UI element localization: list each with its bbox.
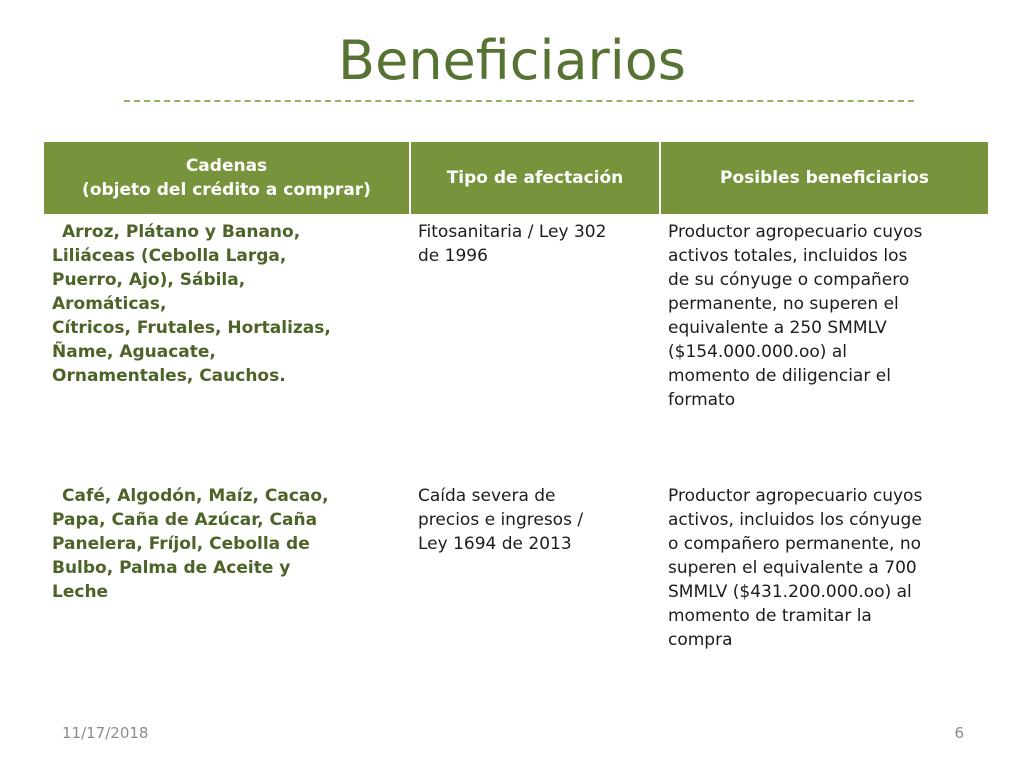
cadenas-line: Ñame, Aguacate, (52, 342, 216, 362)
tipo-line: precios e ingresos / (418, 510, 584, 530)
cadenas-line: Café, Algodón, Maíz, Cacao, (62, 486, 329, 506)
beneficiarios-line: compra (668, 630, 733, 650)
beneficiarios-line: ($154.000.000.oo) al (668, 342, 847, 362)
beneficiarios-line: Productor agropecuario cuyos (668, 486, 923, 506)
cadenas-line: Leche (52, 582, 109, 602)
header-cadenas (44, 142, 410, 214)
beneficiarios-line: momento de diligenciar el (668, 366, 891, 386)
tipo-line: Fitosanitaria / Ley 302 (418, 222, 607, 242)
beneficiarios-line: SMMLV ($431.200.000.oo) al (668, 582, 912, 602)
cell-tipo-afectacion (410, 478, 660, 712)
tipo-line: Caída severa de (418, 486, 556, 506)
beneficiarios-line: activos totales, incluidos los (668, 246, 908, 266)
cell-tipo-afectacion (410, 214, 660, 478)
header-cadenas-line2: (objeto del crédito a comprar) (82, 180, 371, 200)
beneficiarios-line: superen el equivalente a 700 (668, 558, 917, 578)
cadenas-line: Cítricos, Frutales, Hortalizas, (52, 318, 331, 338)
cadenas-line: Arroz, Plátano y Banano, (62, 222, 301, 242)
cell-cadenas (44, 478, 410, 712)
table-row (44, 214, 988, 478)
footer-date: 11/17/2018 (62, 724, 149, 742)
header-beneficiarios-label: Posibles beneficiarios (720, 168, 929, 188)
cadenas-line: Liliáceas (Cebolla Larga, (52, 246, 287, 266)
beneficiarios-line: equivalente a 250 SMMLV (668, 318, 887, 338)
beneficiarios-table (44, 142, 988, 712)
beneficiarios-line: activos, incluidos los cónyuge (668, 510, 922, 530)
cadenas-line: Puerro, Ajo), Sábila, (52, 270, 246, 290)
tipo-line: Ley 1694 de 2013 (418, 534, 572, 554)
cell-cadenas (44, 214, 410, 478)
beneficiarios-line: de su cónyuge o compañero (668, 270, 910, 290)
slide-title: Beneficiarios (338, 29, 686, 92)
title-divider (124, 100, 914, 102)
beneficiarios-line: momento de tramitar la (668, 606, 872, 626)
beneficiarios-line: Productor agropecuario cuyos (668, 222, 923, 242)
header-tipo-label: Tipo de afectación (446, 168, 624, 188)
header-tipo-afectacion (410, 142, 660, 214)
table-row (44, 478, 988, 712)
page-number: 6 (954, 724, 964, 742)
cadenas-line: Aromáticas, (52, 294, 167, 314)
cell-beneficiarios (660, 478, 988, 712)
header-posibles-beneficiarios (660, 142, 988, 214)
table-header-row (44, 142, 988, 214)
beneficiarios-line: permanente, no superen el (668, 294, 899, 314)
cadenas-line: Ornamentales, Cauchos. (52, 366, 286, 386)
header-cadenas-line1: Cadenas (185, 156, 268, 176)
cadenas-line: Papa, Caña de Azúcar, Caña (52, 510, 318, 530)
beneficiarios-line: formato (668, 390, 736, 410)
cadenas-line: Panelera, Fríjol, Cebolla de (52, 534, 310, 554)
cadenas-line: Bulbo, Palma de Aceite y (52, 558, 291, 578)
cell-beneficiarios (660, 214, 988, 478)
tipo-line: de 1996 (418, 246, 488, 266)
beneficiarios-line: o compañero permanente, no (668, 534, 922, 554)
